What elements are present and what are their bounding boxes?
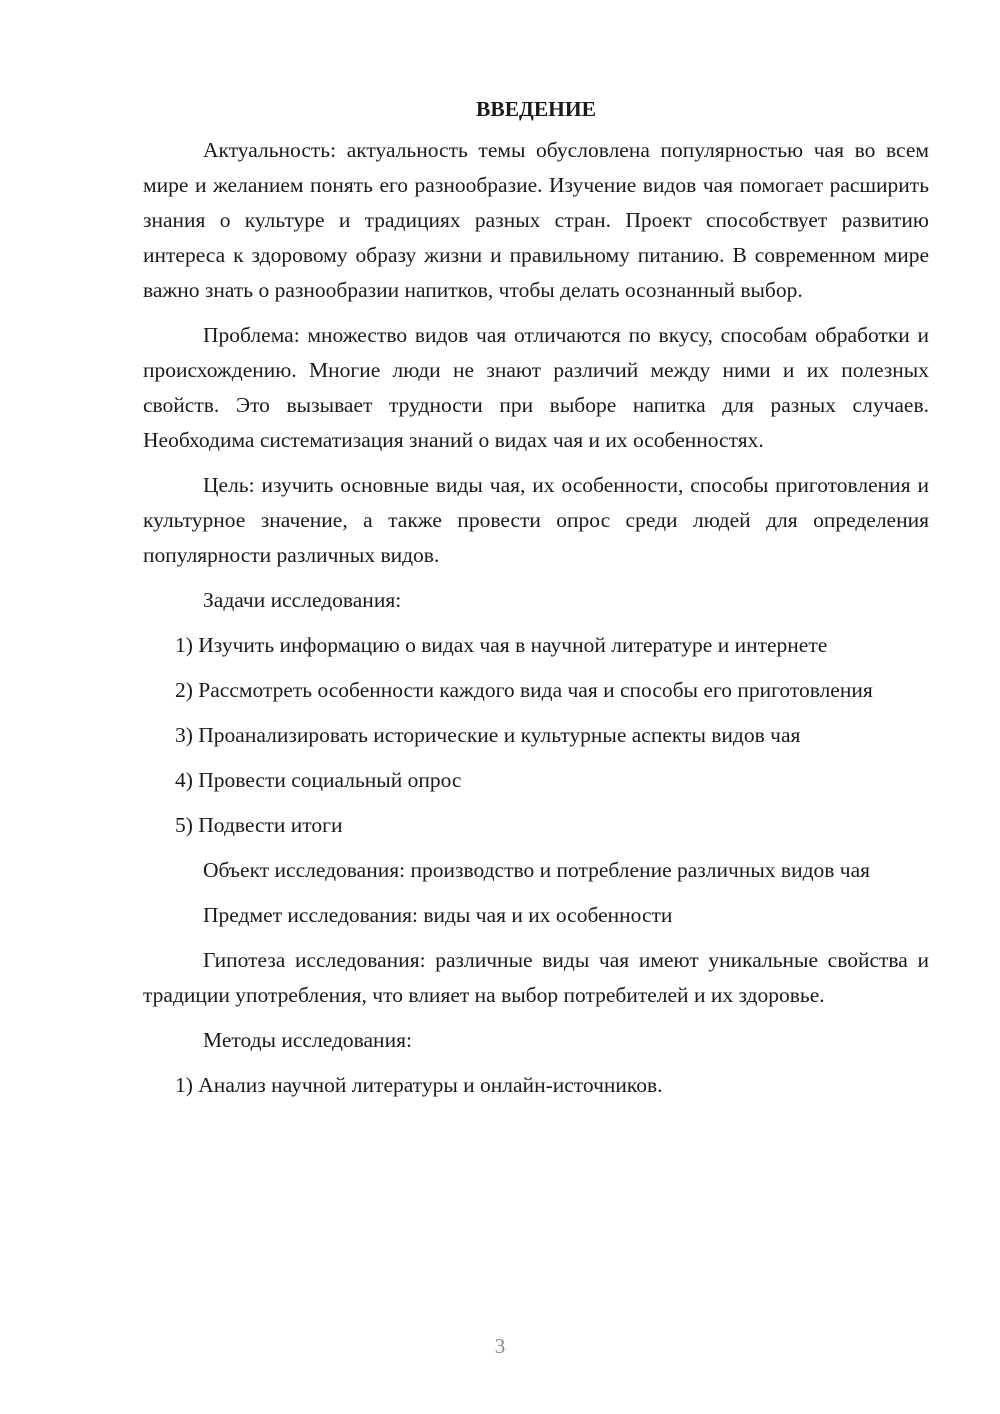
problem-paragraph: Проблема: множество видов чая отличаются по вкусу, способам обработки и происхождению. Многие люди не знают различий между ними и их полезных свойств. Это вызывает трудности при выборе напитка для разных случаев. Необходима систематизация знаний о видах чая и их особенностях. <box>143 323 929 452</box>
task-item: 4) Провести социальный опрос <box>175 768 462 792</box>
subject-paragraph: Предмет исследования: виды чая и их особенности <box>203 903 673 927</box>
section-title: ВВЕДЕНИЕ <box>476 97 596 121</box>
method-item: 1) Анализ научной литературы и онлайн-источников. <box>175 1073 663 1097</box>
relevance-paragraph: Актуальность: актуальность темы обусловлена популярностью чая во всем мире и желанием понять его разнообразие. Изучение видов чая помогает расширить знания о культуре и традициях разных стран. Проект способствует развитию интереса к здоровому образу жизни и правильному питанию. В современном мире важно знать о разнообразии напитков, чтобы делать осознанный выбор. <box>143 138 929 302</box>
task-item: 1) Изучить информацию о видах чая в научной литературе и интернете <box>175 633 828 657</box>
document-page <box>143 92 929 1113</box>
methods-heading: Методы исследования: <box>203 1028 412 1052</box>
object-paragraph: Объект исследования: производство и потребление различных видов чая <box>203 858 871 882</box>
page-number: 3 <box>494 1334 506 1358</box>
hypothesis-paragraph: Гипотеза исследования: различные виды чая имеют уникальные свойства и традиции употребления, что влияет на выбор потребителей и их здоровье. <box>143 948 929 1007</box>
goal-paragraph: Цель: изучить основные виды чая, их особенности, способы приготовления и культурное значение, а также провести опрос среди людей для определения популярности различных видов. <box>143 473 929 567</box>
task-item: 5) Подвести итоги <box>175 813 343 837</box>
tasks-heading: Задачи исследования: <box>203 588 402 612</box>
task-item: 3) Проанализировать исторические и культурные аспекты видов чая <box>175 723 801 747</box>
task-item: 2) Рассмотреть особенности каждого вида чая и способы его приготовления <box>175 678 873 702</box>
